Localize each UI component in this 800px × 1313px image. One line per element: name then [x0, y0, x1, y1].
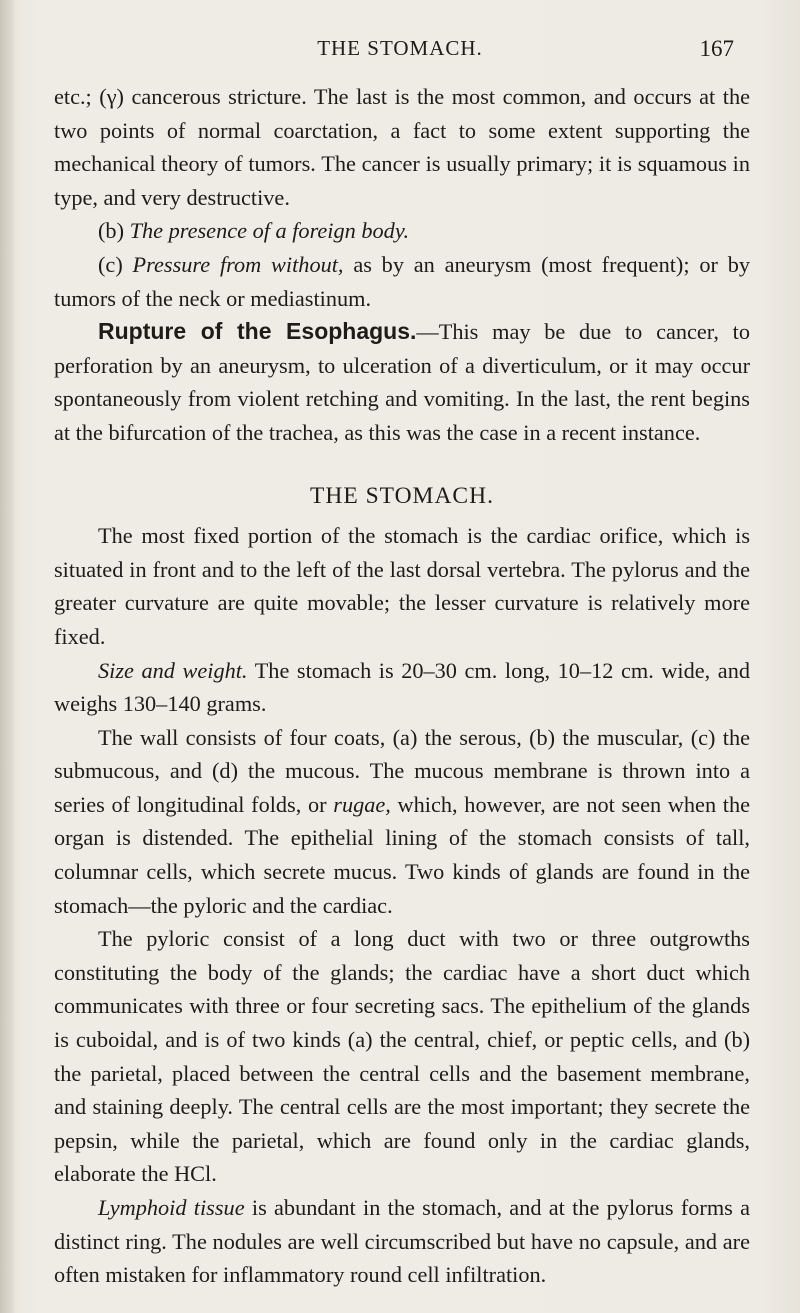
enum-letter: (a) [347, 1027, 373, 1053]
paragraph-text: which, however, are not seen when the organ is distended. The epithelial lining of the stomach consists of tall, columnar cells, which secrete mucus. Two kinds of glands are found in the stomach—the pyloric and the cardiac. [54, 791, 751, 918]
paragraph-wall-coats [54, 721, 750, 923]
paragraph-text: the serous, [424, 724, 522, 750]
paragraph-text: etc.; (γ) cancerous stricture. The last is the most common, and occurs at the two points of normal coarctation, a fact to some extent supporting the mechanical theory of tumors. The cancer is usually primary; it is squamous in type, and very destructive. [54, 84, 750, 210]
paragraph-text: The pyloric consist of a long duct with two or three outgrowths constituting the body of the glands; the cardiac have a short duct which communicates with three or four secreting sacs. The epithelium of the glands is cuboidal, and is of two kinds [54, 926, 750, 1053]
italic-text: Size and weight. [98, 657, 248, 683]
paragraph-fixed-portion [54, 519, 750, 653]
section-title: THE STOMACH. [310, 482, 494, 509]
paragraph-text: —This may be due to cancer, to perforation by an aneurysm, to ulceration of a diverticulum, or it may occur spontaneously from violent retching and vomiting. In the last, the rent begins at the bifurcation of the trachea, as this was the case in a recent instance. [54, 319, 750, 445]
enum-letter: (b) [724, 1027, 751, 1053]
enum-letter: (b) [529, 724, 556, 750]
page-gutter-shadow [0, 0, 14, 1313]
paragraph-stricture [54, 80, 750, 214]
italic-text: Pressure from without, [132, 251, 344, 277]
page-number: 167 [699, 36, 734, 61]
italic-text: The presence of a foreign body. [129, 218, 410, 244]
paragraph-text: is abundant in the stomach, and at the pylorus forms a distinct ring. The nodules are well circumscribed but have no capsule, and are often mistaken for inflammatory round cell infiltration. [54, 1195, 751, 1288]
paragraph-rupture [54, 315, 750, 449]
page-header [66, 36, 734, 66]
paragraph-text: the mucous. The mucous membrane is thrown into a series of longitudinal folds, or [54, 758, 750, 817]
paragraph-foreign-body [54, 214, 750, 248]
paragraph-lymphoid [54, 1191, 750, 1292]
running-head: THE STOMACH. [317, 36, 483, 60]
paragraph-size-weight [54, 654, 750, 721]
run-in-heading: Rupture of the Esophagus. [98, 318, 417, 345]
enum-letter: (c) [690, 724, 716, 750]
paragraph-pressure [54, 248, 750, 315]
italic-text: rugae, [333, 791, 391, 817]
paragraph-text: the central, chief, or peptic cells, and [379, 1027, 717, 1053]
paragraph-text: the muscular, [562, 724, 684, 750]
enum-letter: (a) [392, 724, 418, 750]
paragraph-text: the parietal, placed between the central cells and the basement membrane, and staining deeply. The central cells are the most important; they secrete the pepsin, while the parietal, which are found only in the cardiac glands, elaborate the HCl. [54, 1060, 750, 1187]
page-body [54, 80, 750, 1292]
paragraph-text: the submucous, and [54, 724, 750, 784]
italic-text: Lymphoid tissue [98, 1195, 245, 1220]
enum-letter: (b) [98, 218, 124, 244]
paragraph-text: The stomach is 20–30 cm. long, 10–12 cm. wide, and weighs 130–140 grams. [54, 657, 751, 717]
enum-letter: (c) [98, 251, 123, 277]
paragraph-pyloric-glands [54, 922, 750, 1191]
paragraph-text: as by an aneurysm (most frequent); or by tumors of the neck or mediastinum. [54, 251, 750, 311]
paragraph-text: The most fixed portion of the stomach is the cardiac orifice, which is situated in front and to the left of the last dorsal vertebra. The pylorus and the greater curvature are quite movable; the lesser curvature is relatively more fixed. [54, 523, 750, 649]
paragraph-text: The wall consists of four coats, [98, 724, 386, 750]
enum-letter: (d) [212, 758, 238, 784]
